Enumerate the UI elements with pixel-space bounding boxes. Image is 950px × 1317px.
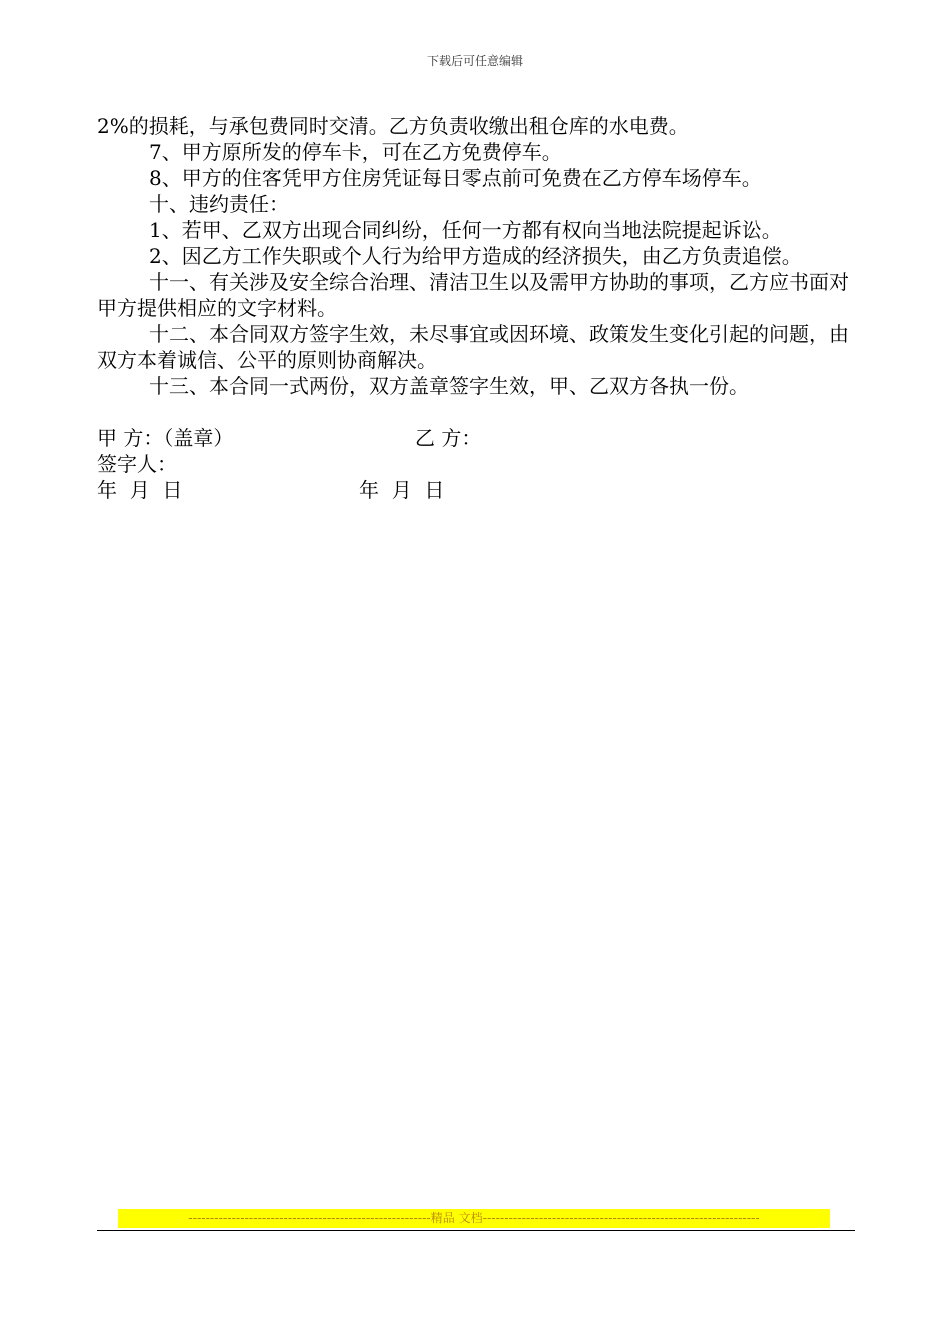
signer-row (97, 451, 867, 477)
footer-rule (97, 1230, 855, 1231)
paragraph: 十一、有关涉及安全综合治理、清洁卫生以及需甲方协助的事项，乙方应书面对甲方提供相应的文字材料。 (97, 270, 849, 320)
paragraph: 1、若甲、乙双方出现合同纠纷，任何一方都有权向当地法院提起诉讼。 (149, 218, 782, 242)
page-header: 下载后可任意编辑 (426, 54, 523, 68)
signature-block (97, 425, 867, 503)
paragraph: 2%的损耗，与承包费同时交清。乙方负责收缴出租仓库的水电费。 (97, 114, 689, 138)
signer-label: 签字人： (97, 452, 177, 476)
footer-dashes-left: -------------------------------------------------------- (188, 1211, 431, 1225)
party-b-label: 乙 方： (415, 426, 482, 450)
paragraph: 2、因乙方工作失职或个人行为给甲方造成的经济损失，由乙方负责追偿。 (149, 244, 802, 268)
paragraph: 8、甲方的住客凭甲方住房凭证每日零点前可免费在乙方停车场停车。 (149, 166, 762, 190)
date-row (97, 477, 867, 503)
footer-label: 精品 文档 (430, 1211, 483, 1225)
document-body (97, 113, 867, 503)
section-heading: 十、违约责任： (149, 192, 289, 216)
date-b: 年 月 日 (359, 478, 445, 502)
date-a: 年 月 日 (97, 478, 183, 502)
footer-dashes-right: ---------------------------------------------------------------- (482, 1211, 760, 1225)
paragraph: 十二、本合同双方签字生效，未尽事宜或因环境、政策发生变化引起的问题，由双方本着诚信、公平的原则协商解决。 (97, 322, 849, 372)
party-a-label: 甲 方：（盖章） (97, 426, 234, 450)
paragraph: 7、甲方原所发的停车卡，可在乙方免费停车。 (149, 140, 562, 164)
signature-party-row (97, 425, 867, 451)
footer-banner (118, 1209, 830, 1228)
paragraph: 十三、本合同一式两份，双方盖章签字生效，甲、乙双方各执一份。 (149, 374, 749, 398)
